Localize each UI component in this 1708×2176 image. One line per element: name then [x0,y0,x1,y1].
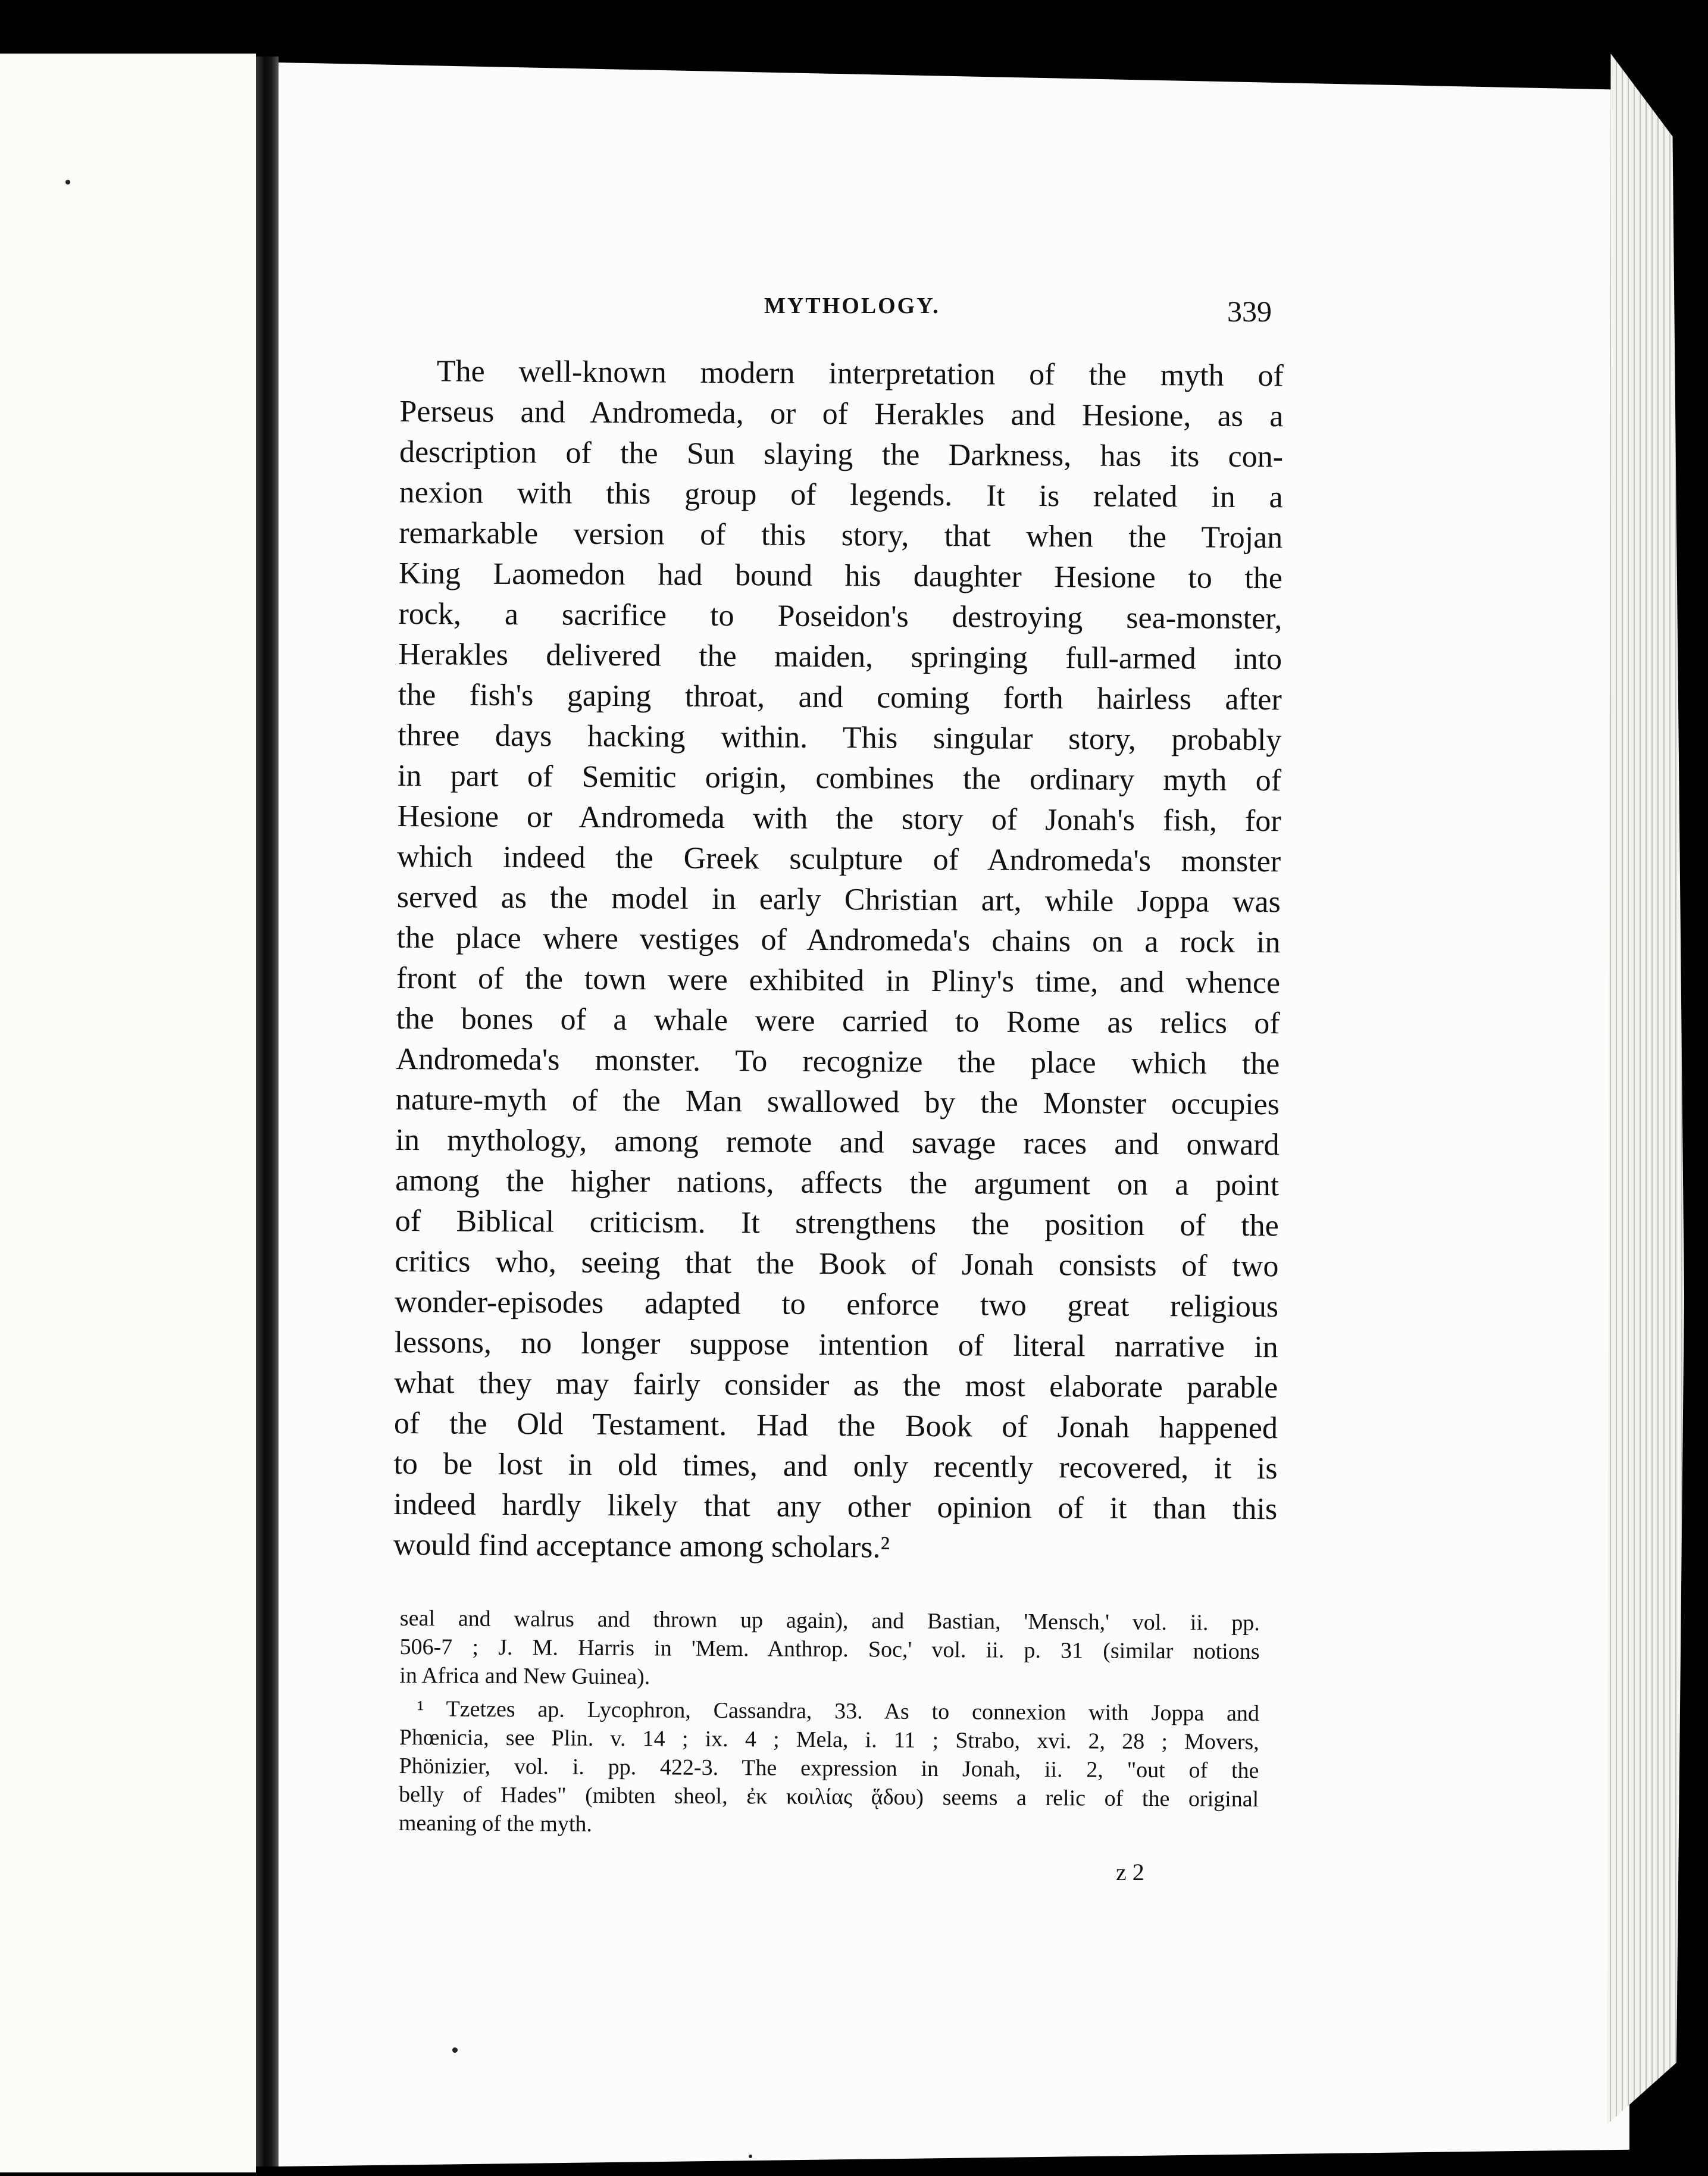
body-line: The well-known modern interpretation of the myth of [436,354,1284,393]
ink-speck [749,2155,752,2158]
body-line: to be lost in old times, and only recently recovered, it is [393,1446,1278,1486]
body-line: Andromeda's monster. To recognize the place which the [396,1042,1280,1081]
ink-speck [452,2047,458,2053]
body-line: the place where vestiges of Andromeda's chains on a rock in [396,920,1281,960]
body-paragraph [393,351,1284,1570]
body-line: of the Old Testament. Had the Book of Jonah happened [393,1406,1278,1446]
footnote-line: Phœnicia, see Plin. v. 14 ; ix. 4 ; Mela, i. 11 ; Strabo, xvi. 2, 28 ; Movers, [399,1724,1259,1755]
body-line: of Biblical criticism. It strengthens the position of the [395,1203,1279,1243]
running-head: MYTHOLOGY. [764,293,940,318]
page-edges [1607,54,1684,2125]
footnote-line: meaning of the myth. [398,1810,593,1837]
footnote-line: Phönizier, vol. i. pp. 422-3. The expression in Jonah, ii. 2, "out of the [399,1753,1259,1784]
body-line: Herakles delivered the maiden, springing full-armed into [398,637,1282,677]
body-line: King Laomedon had bound his daughter Hesione to the [398,556,1283,596]
body-line: the bones of a whale were carried to Rome as relics of [396,1001,1280,1041]
body-line: what they may fairly consider as the most elaborate parable [394,1365,1278,1405]
body-line: the fish's gaping throat, and coming forth hairless after [398,677,1282,717]
body-line: which indeed the Greek sculpture of Andromeda's monster [397,839,1281,879]
footnote-continuation-line: seal and walrus and thrown up again), and Bastian, 'Mensch,' vol. ii. pp. [399,1606,1260,1636]
page-number: 339 [1227,295,1272,328]
body-line: nature-myth of the Man swallowed by the Monster occupies [395,1082,1280,1122]
body-line: Perseus and Andromeda, or of Herakles and Hesione, as a [399,394,1284,434]
body-line: remarkable version of this story, that when the Trojan [399,515,1283,555]
footnote-line: ¹ Tzetzes ap. Lycophron, Cassandra, 33. As to connexion with Joppa and [417,1696,1260,1727]
body-line: in part of Semitic origin, combines the ordinary myth of [397,758,1282,798]
body-line: description of the Sun slaying the Darkness, has its con- [399,434,1284,474]
ink-speck [65,180,70,185]
footnote-continuation-line: 506-7 ; J. M. Harris in 'Mem. Anthrop. Soc,' vol. ii. p. 31 (similar notions [399,1634,1260,1665]
signature-mark: z 2 [1116,1859,1144,1886]
body-line: rock, a sacrifice to Poseidon's destroying sea-monster, [398,596,1282,636]
footnote-line: belly of Hades" (mibten sheol, ἐκ κοιλίας ᾅδου) seems a relic of the original [399,1781,1259,1812]
book-gutter [256,57,279,2166]
body-line: served as the model in early Christian art, while Joppa was [396,880,1281,920]
body-line: wonder-episodes adapted to enforce two great religious [394,1284,1279,1324]
body-line: in mythology, among remote and savage races and onward [395,1123,1280,1162]
body-line: indeed hardly likely that any other opinion of it than this [393,1487,1278,1527]
body-line: nexion with this group of legends. It is related in a [399,475,1283,515]
footnote-continuation-line: in Africa and New Guinea). [399,1662,650,1690]
body-line: critics who, seeing that the Book of Jonah consists of two [395,1244,1279,1284]
left-facing-page [0,54,256,2172]
body-line: three days hacking within. This singular story, probably [398,718,1282,758]
body-line: Hesione or Andromeda with the story of Jonah's fish, for [397,799,1281,839]
body-line: would find acceptance among scholars.² [393,1527,890,1565]
body-line: lessons, no longer suppose intention of literal narrative in [394,1325,1278,1365]
footnotes [399,1604,1260,1842]
body-line: front of the town were exhibited in Pliny's time, and whence [396,961,1281,1001]
body-line: among the higher nations, affects the argument on a point [395,1163,1280,1203]
